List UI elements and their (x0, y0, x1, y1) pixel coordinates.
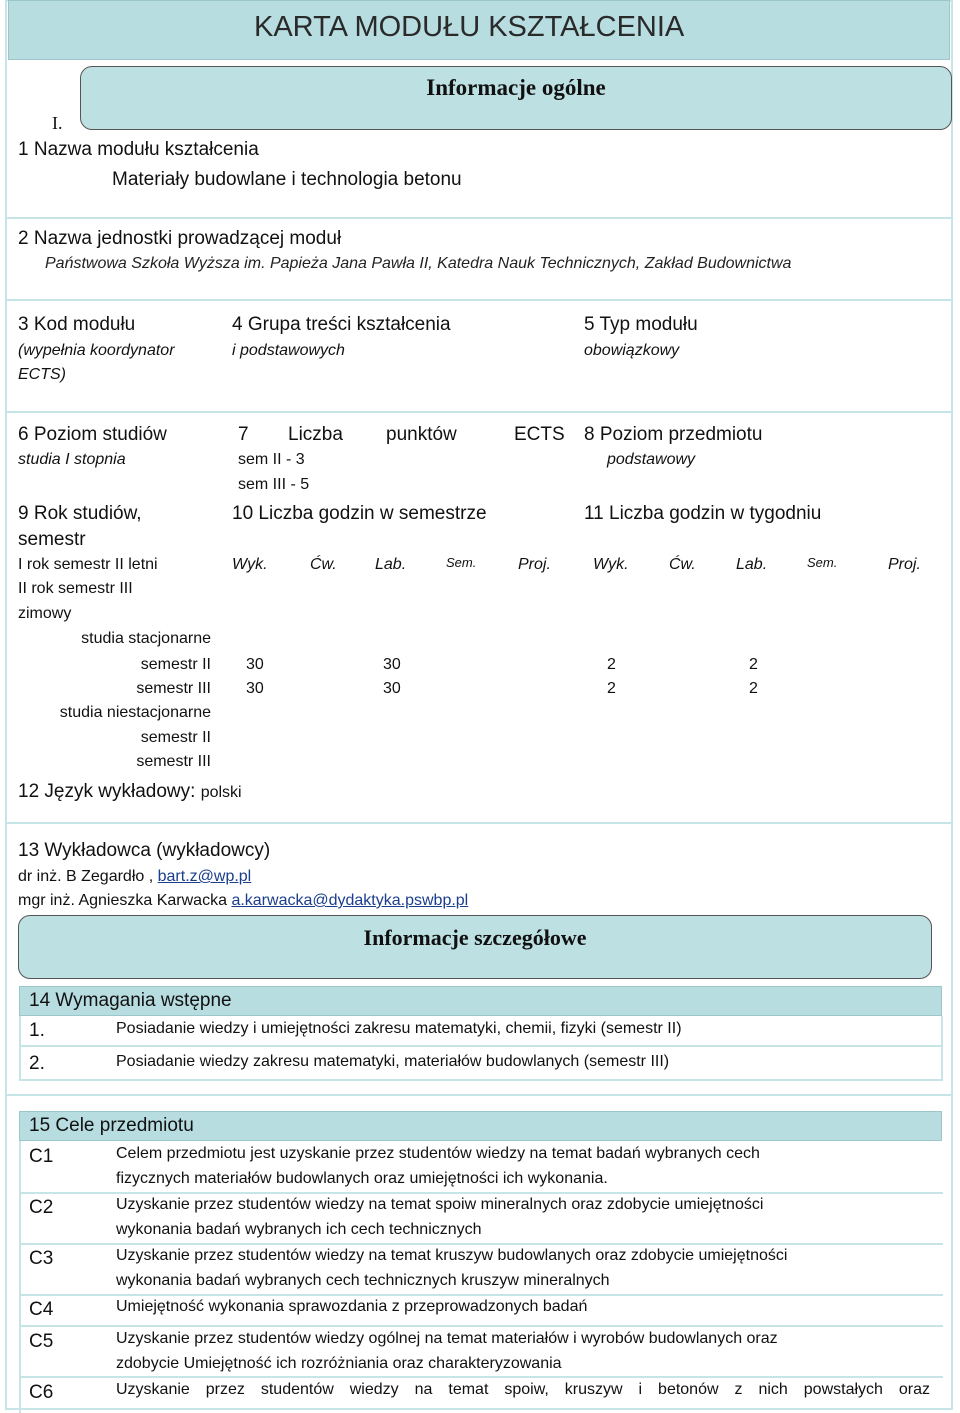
objective-text-c1-cont: fizycznych materiałów budowlanych oraz umiejętności ich wykonania. (116, 1170, 608, 1187)
col-header-cw-week: Ćw. (669, 556, 696, 573)
module-type-value: obowiązkowy (584, 342, 680, 359)
year-semester-value-3: zimowy (18, 605, 72, 622)
module-type-label: 5 Typ modułu (584, 314, 698, 335)
table-border (19, 1079, 943, 1081)
hours-week-sem2-wyk: 2 (607, 656, 616, 673)
module-code-note-2: ECTS) (18, 366, 66, 383)
objective-text-c5-cont: zdobycie Umiejętność ich rozróżniania oraz charakteryzowania (116, 1355, 562, 1372)
lecturer-1-email-link[interactable]: bart.z@wp.pl (157, 868, 252, 885)
unit-name-value: Państwowa Szkoła Wyższa im. Papieża Jana Pawła II, Katedra Nauk Technicznych, Zakład Budownictwa (45, 255, 792, 272)
ects-label-word3: ECTS (514, 424, 565, 445)
prereq-text-2: Posiadanie wiedzy zakresu matematyki, materiałów budowlanych (semestr III) (116, 1053, 670, 1070)
section-detailed-title: Informacje szczegółowe (363, 925, 587, 950)
objective-code-c5: C5 (29, 1331, 54, 1352)
table-border (19, 1325, 943, 1327)
objective-text-c5: Uzyskanie przez studentów wiedzy ogólnej na temat materiałów i wyrobów budowlanych oraz (116, 1330, 778, 1347)
col-header-proj-week: Proj. (888, 556, 921, 573)
col-header-wyk-week: Wyk. (593, 556, 629, 573)
objective-code-c3: C3 (29, 1248, 54, 1269)
year-semester-label: 9 Rok studiów, (18, 503, 142, 524)
lecturer-2-email-link[interactable]: a.karwacka@dydaktyka.pswbp.pl (231, 892, 469, 909)
ects-sem3: sem III - 5 (238, 476, 310, 493)
col-header-sem: Sem. (446, 555, 477, 570)
col-header-proj: Proj. (518, 556, 551, 573)
document-title: KARTA MODUŁU KSZTAŁCENIA (254, 11, 685, 43)
hours-week-sem2-lab: 2 (749, 656, 758, 673)
objective-code-c6: C6 (29, 1382, 54, 1403)
col-header-lab-week: Lab. (736, 556, 768, 573)
row-label-sem3: semestr III (136, 680, 211, 697)
language-row (18, 781, 242, 803)
row-label-ns-sem2: semestr II (140, 729, 211, 746)
language-value: polski (200, 784, 242, 801)
table-border (19, 1243, 943, 1245)
ects-sem2: sem II - 3 (238, 451, 305, 468)
table-border (19, 1192, 943, 1194)
title-bar (8, 0, 950, 60)
language-label: 12 Język wykładowy: (18, 781, 196, 802)
hours-week-sem3-wyk: 2 (607, 680, 616, 697)
content-group-value: i podstawowych (232, 342, 345, 359)
divider (5, 822, 953, 824)
table-border (941, 1016, 943, 1081)
hours-sem2-wyk: 30 (246, 656, 264, 673)
row-label-stationary: studia stacjonarne (81, 630, 211, 647)
ects-label-word2: punktów (386, 424, 457, 445)
prereq-num-2: 2. (29, 1053, 45, 1074)
col-header-lab: Lab. (375, 556, 407, 573)
objectives-header (19, 1111, 942, 1141)
objective-text-c3: Uzyskanie przez studentów wiedzy na temat kruszyw budowlanych oraz zdobycie umiejętności (116, 1247, 788, 1264)
objectives-label: 15 Cele przedmiotu (29, 1115, 194, 1136)
lecturers-label: 13 Wykładowca (wykładowcy) (18, 840, 271, 861)
year-semester-value-1: I rok semestr II letni (18, 556, 158, 573)
ects-label-word1: Liczba (288, 424, 343, 445)
lecturer-1-name: dr inż. B Zegardło , (18, 868, 154, 885)
hours-sem2-lab: 30 (383, 656, 401, 673)
hours-per-semester-label: 10 Liczba godzin w semestrze (232, 503, 487, 524)
row-label-ns-sem3: semestr III (136, 753, 211, 770)
prerequisites-label: 14 Wymagania wstępne (29, 990, 232, 1011)
objective-text-c1: Celem przedmiotu jest uzyskanie przez studentów wiedzy na temat badań wybranych cech (116, 1145, 760, 1162)
divider (5, 299, 953, 301)
subject-level-value: podstawowy (607, 451, 696, 468)
table-border (19, 1294, 943, 1296)
content-group-label: 4 Grupa treści kształcenia (232, 314, 451, 335)
objective-code-c4: C4 (29, 1299, 54, 1320)
hours-sem3-lab: 30 (383, 680, 401, 697)
objective-code-c1: C1 (29, 1146, 54, 1167)
table-border (19, 1045, 943, 1047)
module-code-note: (wypełnia koordynator (18, 342, 175, 359)
objective-text-c2: Uzyskanie przez studentów wiedzy na temat spoiw mineralnych oraz zdobycie umiejętności (116, 1196, 764, 1213)
col-header-sem-week: Sem. (807, 555, 838, 570)
year-semester-value-2: II rok semestr III (18, 580, 133, 597)
module-code-label: 3 Kod modułu (18, 314, 136, 335)
table-border (19, 1376, 943, 1378)
row-label-nonstationary: studia niestacjonarne (59, 704, 211, 721)
prereq-num-1: 1. (29, 1020, 45, 1041)
objective-text-c3-cont: wykonania badań wybranych cech technicznych kruszyw mineralnych (116, 1272, 610, 1289)
prereq-text-1: Posiadanie wiedzy i umiejętności zakresu matematyki, chemii, fizyki (semestr II) (116, 1020, 682, 1037)
table-border (19, 1141, 21, 1413)
row-label-sem2: semestr II (140, 656, 211, 673)
hours-sem3-wyk: 30 (246, 680, 264, 697)
year-semester-label-2: semestr (18, 529, 86, 550)
section-roman-numeral: I. (52, 113, 63, 133)
module-name-label: 1 Nazwa modułu kształcenia (18, 139, 259, 160)
prerequisites-header (19, 986, 942, 1016)
objective-text-c4: Umiejętność wykonania sprawozdania z przeprowadzonych badań (116, 1298, 588, 1315)
divider (5, 217, 953, 219)
objective-text-c6: Uzyskanie przez studentów wiedzy na temat spoiw, kruszyw i betonów z nich powstałych oraz (116, 1381, 930, 1398)
lecturer-1 (18, 868, 251, 886)
col-header-cw: Ćw. (310, 556, 337, 573)
ects-label-num: 7 (238, 424, 249, 445)
divider (5, 1094, 953, 1096)
col-header-wyk: Wyk. (232, 556, 268, 573)
objective-text-c2-cont: wykonania badań wybranych ich cech technicznych (116, 1221, 482, 1238)
objective-code-c2: C2 (29, 1197, 54, 1218)
section-general-title: Informacje ogólne (426, 75, 606, 100)
divider (5, 411, 953, 413)
table-border (19, 1016, 21, 1081)
lecturer-2-name: mgr inż. Agnieszka Karwacka (18, 892, 227, 909)
lecturer-2 (18, 892, 468, 910)
module-name-value: Materiały budowlane i technologia betonu (112, 169, 462, 190)
section-general-header (80, 66, 952, 130)
subject-level-label: 8 Poziom przedmiotu (584, 424, 763, 445)
hours-per-week-label: 11 Liczba godzin w tygodniu (584, 503, 822, 524)
section-detailed-header (18, 915, 932, 979)
study-level-value: studia I stopnia (18, 451, 126, 468)
unit-name-label: 2 Nazwa jednostki prowadzącej moduł (18, 228, 342, 249)
study-level-label: 6 Poziom studiów (18, 424, 167, 445)
hours-week-sem3-lab: 2 (749, 680, 758, 697)
